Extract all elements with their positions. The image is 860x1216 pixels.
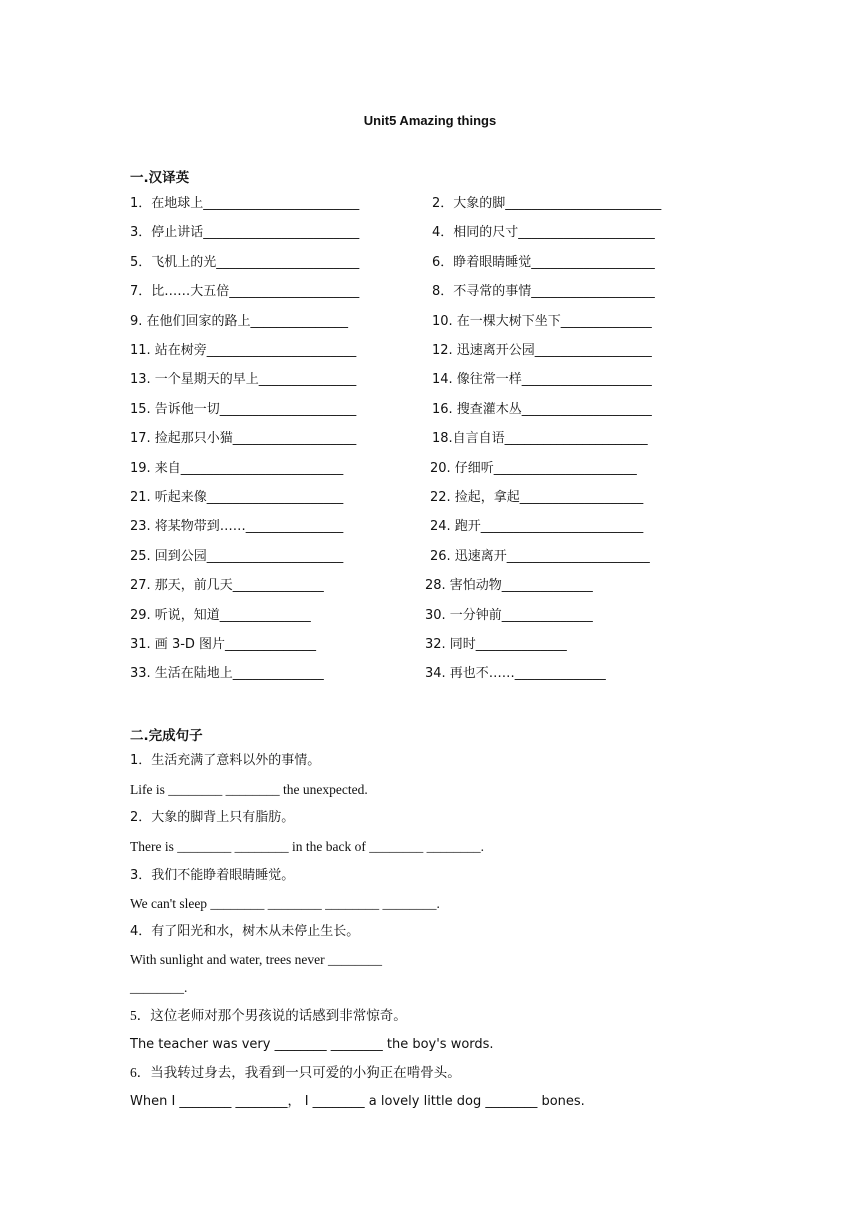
section-1-heading: 一.汉译英 xyxy=(130,170,190,186)
sentence-line: We can't sleep ________ ________ ________ ________. xyxy=(130,896,440,911)
section-2-heading: 二.完成句子 xyxy=(130,728,203,744)
vocab-item: 16. 搜查灌木丛____________________ xyxy=(432,401,652,417)
vocab-item: 20. 仔细听______________________ xyxy=(430,460,637,476)
sentence-line: 6．当我转过身去，我看到一只可爱的小狗正在啃骨头。 xyxy=(130,1065,461,1080)
vocab-item: 3．停止讲话________________________ xyxy=(130,225,360,241)
vocab-item: 11. 站在树旁_______________________ xyxy=(130,343,357,358)
vocab-item: 33. 生活在陆地上______________ xyxy=(130,666,324,682)
sentence-line: ________. xyxy=(130,980,188,995)
vocab-item: 9. 在他们回家的路上_______________ xyxy=(130,313,349,329)
prompt-line: When I ________ ________， I ________ a lovely little dog ________ bones. xyxy=(130,1094,585,1109)
vocab-item: 30. 一分钟前______________ xyxy=(425,607,593,623)
vocab-item: 21. 听起来像_____________________ xyxy=(130,490,344,505)
vocab-item: 25. 回到公园_____________________ xyxy=(130,548,344,564)
vocab-item: 34. 再也不……______________ xyxy=(425,666,606,682)
vocab-item: 5．飞机上的光______________________ xyxy=(130,254,360,270)
vocab-item: 29. 听说，知道______________ xyxy=(130,607,311,623)
prompt-line: 4．有了阳光和水，树木从未停止生长。 xyxy=(130,924,360,939)
vocab-item: 2．大象的脚________________________ xyxy=(432,196,662,211)
vocab-item: 19. 来自_________________________ xyxy=(130,460,344,476)
vocab-item: 24. 跑开_________________________ xyxy=(430,519,644,535)
vocab-item: 10. 在一棵大树下坐下______________ xyxy=(432,313,652,329)
vocab-item: 18.自言自语______________________ xyxy=(432,431,648,447)
sentence-line: There is ________ ________ in the back of ________ ________. xyxy=(130,839,484,854)
prompt-line: The teacher was very ________ ________ the boy's words. xyxy=(130,1037,494,1052)
vocab-item: 26. 迅速离开______________________ xyxy=(430,548,650,564)
vocab-item: 23. 将某物带到……_______________ xyxy=(130,519,344,535)
vocab-item: 27. 那天，前几天______________ xyxy=(130,578,324,594)
page-title: Unit5 Amazing things xyxy=(363,113,497,128)
vocab-item: 1．在地球上________________________ xyxy=(130,196,360,211)
prompt-line: 1．生活充满了意料以外的事情。 xyxy=(130,753,321,768)
sentence-line: Life is ________ ________ the unexpected. xyxy=(130,782,368,797)
vocab-item: 8．不寻常的事情___________________ xyxy=(432,284,655,300)
prompt-line: 2．大象的脚背上只有脂肪。 xyxy=(130,810,295,825)
vocab-item: 6．睁着眼睛睡觉___________________ xyxy=(432,254,655,270)
prompt-line: 3．我们不能睁着眼睛睡觉。 xyxy=(130,868,295,883)
vocab-item: 7．比……大五倍____________________ xyxy=(130,284,360,300)
vocab-item: 12. 迅速离开公园__________________ xyxy=(432,343,652,358)
vocab-item: 31. 画 3-D 图片______________ xyxy=(130,637,317,652)
vocab-item: 4．相同的尺寸_____________________ xyxy=(432,225,655,241)
vocab-item: 14. 像往常一样____________________ xyxy=(432,372,652,388)
vocab-item: 22. 捡起，拿起___________________ xyxy=(430,490,644,505)
vocab-item: 13. 一个星期天的早上_______________ xyxy=(130,372,357,388)
vocab-item: 17. 捡起那只小猫___________________ xyxy=(130,431,357,447)
vocab-item: 15. 告诉他一切_____________________ xyxy=(130,401,357,417)
vocab-item: 28. 害怕动物______________ xyxy=(425,578,593,594)
vocab-item: 32. 同时______________ xyxy=(425,637,567,652)
sentence-line: With sunlight and water, trees never ________ xyxy=(130,952,382,967)
sentence-line: 5．这位老师对那个男孩说的话感到非常惊奇。 xyxy=(130,1008,407,1023)
